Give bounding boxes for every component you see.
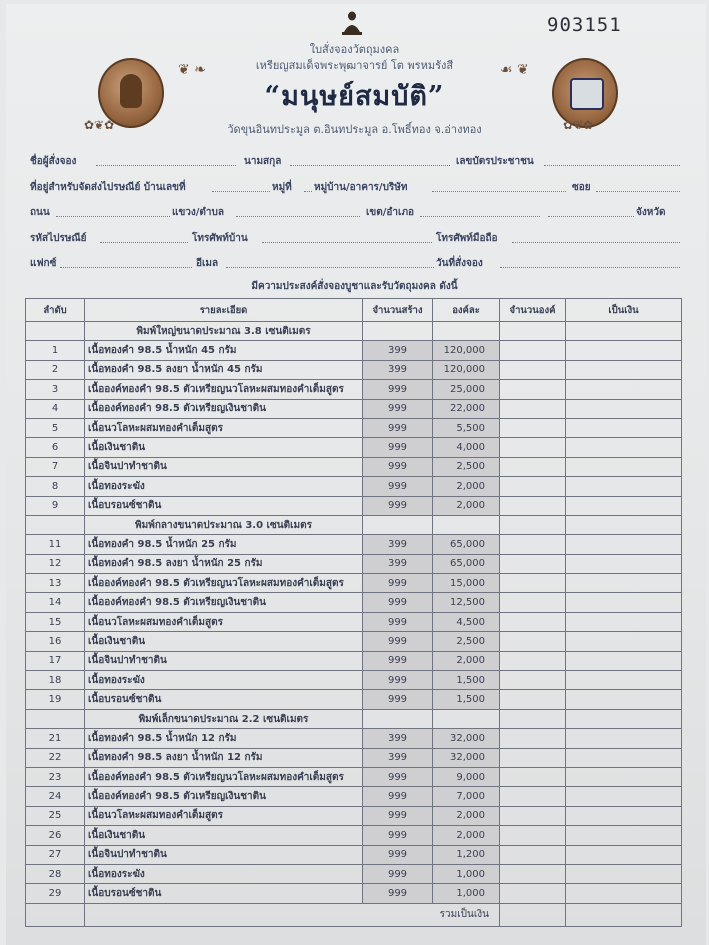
label-mobile-phone: โทรศัพท์มือถือ bbox=[436, 233, 498, 244]
amount-cell[interactable] bbox=[566, 767, 682, 786]
table-row bbox=[26, 399, 682, 418]
item-description: เนื้อทองระฆัง bbox=[85, 864, 363, 883]
table-header-row bbox=[26, 299, 682, 322]
item-quantity-made: 999 bbox=[363, 457, 433, 476]
section-empty-cell bbox=[363, 515, 433, 534]
table-row bbox=[26, 612, 682, 631]
item-description: เนื้อทองคำ 98.5 ลงยา น้ำหนัก 25 กรัม bbox=[85, 554, 363, 573]
item-number: 28 bbox=[26, 864, 85, 883]
section-title: พิมพ์ใหญ่ขนาดประมาณ 3.8 เซนติเมตร bbox=[85, 322, 363, 341]
table-row bbox=[26, 826, 682, 845]
order-count-cell[interactable] bbox=[500, 671, 566, 690]
label-village: หมู่บ้าน/อาคาร/บริษัท bbox=[314, 182, 408, 193]
item-unit-price: 4,500 bbox=[433, 612, 500, 631]
order-count-cell[interactable] bbox=[500, 806, 566, 825]
item-description: เนื้อองค์ทองคำ 98.5 ตัวเหรียญเงินชาติน bbox=[85, 787, 363, 806]
orderer-name-field[interactable] bbox=[96, 155, 236, 166]
label-fax: แฟกซ์ bbox=[30, 258, 57, 269]
item-description: เนื้อบรอนซ์ชาติน bbox=[85, 496, 363, 515]
item-unit-price: 2,000 bbox=[433, 826, 500, 845]
order-count-cell[interactable] bbox=[500, 380, 566, 399]
item-quantity-made: 999 bbox=[363, 826, 433, 845]
total-label: รวมเป็นเงิน bbox=[85, 903, 500, 926]
table-row bbox=[26, 632, 682, 651]
order-count-cell[interactable] bbox=[500, 457, 566, 476]
total-count-cell[interactable] bbox=[500, 903, 566, 926]
section-empty-cell bbox=[363, 709, 433, 728]
item-unit-price: 1,200 bbox=[433, 845, 500, 864]
header-quantity-made: จำนวนสร้าง bbox=[363, 299, 433, 322]
mobile-phone-field[interactable] bbox=[512, 232, 680, 243]
label-soi: ซอย bbox=[572, 182, 591, 193]
item-number: 4 bbox=[26, 399, 85, 418]
section-empty-cell bbox=[363, 322, 433, 341]
section-empty-cell bbox=[500, 515, 566, 534]
item-number: 23 bbox=[26, 767, 85, 786]
amount-cell[interactable] bbox=[566, 651, 682, 670]
amount-cell[interactable] bbox=[566, 438, 682, 457]
item-quantity-made: 999 bbox=[363, 477, 433, 496]
item-quantity-made: 999 bbox=[363, 806, 433, 825]
item-description: เนื้อทองคำ 98.5 น้ำหนัก 45 กรัม bbox=[85, 341, 363, 360]
table-row bbox=[26, 593, 682, 612]
item-number: 29 bbox=[26, 884, 85, 903]
table-row bbox=[26, 477, 682, 496]
item-unit-price: 32,000 bbox=[433, 748, 500, 767]
total-amount-cell[interactable] bbox=[566, 903, 682, 926]
amount-cell[interactable] bbox=[566, 612, 682, 631]
section-empty-cell bbox=[500, 322, 566, 341]
section-number-cell bbox=[26, 322, 85, 341]
order-count-cell[interactable] bbox=[500, 574, 566, 593]
item-quantity-made: 999 bbox=[363, 380, 433, 399]
form-heading: ใบสั่งจองวัตถุมงคล bbox=[309, 43, 400, 56]
item-number: 6 bbox=[26, 438, 85, 457]
item-number: 3 bbox=[26, 380, 85, 399]
order-count-cell[interactable] bbox=[500, 632, 566, 651]
item-description: เนื้อเงินชาติน bbox=[85, 438, 363, 457]
amount-cell[interactable] bbox=[566, 806, 682, 825]
order-count-cell[interactable] bbox=[500, 360, 566, 379]
table-row bbox=[26, 418, 682, 437]
item-description: เนื้อองค์ทองคำ 98.5 ตัวเหรียญนวโลหะผสมทองคำเต็มสูตร bbox=[85, 767, 363, 786]
item-quantity-made: 999 bbox=[363, 612, 433, 631]
order-count-cell[interactable] bbox=[500, 418, 566, 437]
table-row bbox=[26, 380, 682, 399]
item-unit-price: 120,000 bbox=[433, 360, 500, 379]
amount-cell[interactable] bbox=[566, 671, 682, 690]
item-number: 9 bbox=[26, 496, 85, 515]
item-unit-price: 65,000 bbox=[433, 554, 500, 573]
item-unit-price: 2,500 bbox=[433, 632, 500, 651]
order-count-cell[interactable] bbox=[500, 826, 566, 845]
order-count-cell[interactable] bbox=[500, 748, 566, 767]
order-count-cell[interactable] bbox=[500, 341, 566, 360]
road-field[interactable] bbox=[56, 206, 170, 217]
fax-field[interactable] bbox=[60, 257, 192, 268]
item-number: 8 bbox=[26, 477, 85, 496]
section-title: พิมพ์เล็กขนาดประมาณ 2.2 เซนติเมตร bbox=[85, 709, 363, 728]
item-description: เนื้อเงินชาติน bbox=[85, 826, 363, 845]
label-surname: นามสกุล bbox=[244, 156, 282, 167]
total-row bbox=[26, 903, 682, 926]
amount-cell[interactable] bbox=[566, 787, 682, 806]
item-quantity-made: 399 bbox=[363, 729, 433, 748]
label-home-phone: โทรศัพท์บ้าน bbox=[192, 233, 248, 244]
item-quantity-made: 399 bbox=[363, 748, 433, 767]
house-number-field[interactable] bbox=[212, 181, 270, 192]
item-quantity-made: 999 bbox=[363, 787, 433, 806]
item-unit-price: 65,000 bbox=[433, 535, 500, 554]
item-unit-price: 15,000 bbox=[433, 574, 500, 593]
section-empty-cell bbox=[566, 322, 682, 341]
amount-cell[interactable] bbox=[566, 399, 682, 418]
order-count-cell[interactable] bbox=[500, 884, 566, 903]
amount-cell[interactable] bbox=[566, 729, 682, 748]
section-header-row bbox=[26, 322, 682, 341]
item-description: เนื้อจินปาทำชาติน bbox=[85, 845, 363, 864]
surname-field[interactable] bbox=[290, 155, 450, 166]
amount-cell[interactable] bbox=[566, 593, 682, 612]
subdistrict-field[interactable] bbox=[236, 206, 360, 217]
section-number-cell bbox=[26, 515, 85, 534]
item-quantity-made: 999 bbox=[363, 593, 433, 612]
amount-cell[interactable] bbox=[566, 457, 682, 476]
order-count-cell[interactable] bbox=[500, 864, 566, 883]
item-description: เนื้อทองระฆัง bbox=[85, 671, 363, 690]
item-description: เนื้อองค์ทองคำ 98.5 ตัวเหรียญนวโลหะผสมทองคำเต็มสูตร bbox=[85, 380, 363, 399]
section-empty-cell bbox=[433, 515, 500, 534]
item-unit-price: 12,500 bbox=[433, 593, 500, 612]
item-description: เนื้อองค์ทองคำ 98.5 ตัวเหรียญเงินชาติน bbox=[85, 399, 363, 418]
table-row bbox=[26, 671, 682, 690]
postcode-field[interactable] bbox=[100, 232, 188, 243]
label-id-number: เลขบัตรประชาชน bbox=[456, 156, 534, 167]
id-number-field[interactable] bbox=[544, 155, 680, 166]
item-description: เนื้อองค์ทองคำ 98.5 ตัวเหรียญนวโลหะผสมทองคำเต็มสูตร bbox=[85, 574, 363, 593]
item-unit-price: 32,000 bbox=[433, 729, 500, 748]
section-empty-cell bbox=[433, 709, 500, 728]
email-field[interactable] bbox=[226, 257, 434, 268]
item-description: เนื้อเงินชาติน bbox=[85, 632, 363, 651]
item-description: เนื้อนวโลหะผสมทองคำเต็มสูตร bbox=[85, 418, 363, 437]
item-number: 21 bbox=[26, 729, 85, 748]
item-description: เนื้อบรอนซ์ชาติน bbox=[85, 690, 363, 709]
order-count-cell[interactable] bbox=[500, 496, 566, 515]
amount-cell[interactable] bbox=[566, 554, 682, 573]
table-row bbox=[26, 554, 682, 573]
item-description: เนื้อจินปาทำชาติน bbox=[85, 651, 363, 670]
item-number: 18 bbox=[26, 671, 85, 690]
table-row bbox=[26, 787, 682, 806]
total-empty-cell bbox=[26, 903, 85, 926]
amount-cell[interactable] bbox=[566, 341, 682, 360]
item-description: เนื้อบรอนซ์ชาติน bbox=[85, 884, 363, 903]
item-number: 16 bbox=[26, 632, 85, 651]
order-count-cell[interactable] bbox=[500, 399, 566, 418]
order-date-field[interactable] bbox=[500, 257, 680, 268]
item-unit-price: 25,000 bbox=[433, 380, 500, 399]
item-number: 1 bbox=[26, 341, 85, 360]
header-unit-price: องค์ละ bbox=[433, 299, 500, 322]
item-quantity-made: 999 bbox=[363, 632, 433, 651]
item-number: 11 bbox=[26, 535, 85, 554]
item-number: 7 bbox=[26, 457, 85, 476]
amount-cell[interactable] bbox=[566, 826, 682, 845]
order-count-cell[interactable] bbox=[500, 845, 566, 864]
amount-cell[interactable] bbox=[566, 748, 682, 767]
label-email: อีเมล bbox=[196, 258, 219, 269]
item-unit-price: 120,000 bbox=[433, 341, 500, 360]
province-field[interactable] bbox=[548, 206, 634, 217]
item-unit-price: 9,000 bbox=[433, 767, 500, 786]
item-quantity-made: 399 bbox=[363, 341, 433, 360]
table-row bbox=[26, 496, 682, 515]
flourish-right-icon: ☙ ❦ bbox=[500, 62, 529, 78]
item-number: 14 bbox=[26, 593, 85, 612]
item-unit-price: 2,000 bbox=[433, 651, 500, 670]
item-quantity-made: 999 bbox=[363, 496, 433, 515]
table-row bbox=[26, 845, 682, 864]
amount-cell[interactable] bbox=[566, 360, 682, 379]
table-row bbox=[26, 767, 682, 786]
district-field[interactable] bbox=[420, 206, 540, 217]
item-description: เนื้อองค์ทองคำ 98.5 ตัวเหรียญเงินชาติน bbox=[85, 593, 363, 612]
serial-number: 903151 bbox=[547, 14, 622, 36]
ornament-left-icon: ✿❦✿ bbox=[84, 118, 115, 132]
order-count-cell[interactable] bbox=[500, 767, 566, 786]
header-order-count: จำนวนองค์ bbox=[500, 299, 566, 322]
item-description: เนื้อนวโลหะผสมทองคำเต็มสูตร bbox=[85, 806, 363, 825]
table-row bbox=[26, 457, 682, 476]
item-number: 17 bbox=[26, 651, 85, 670]
item-description: เนื้อจินปาทำชาติน bbox=[85, 457, 363, 476]
amount-cell[interactable] bbox=[566, 864, 682, 883]
table-row bbox=[26, 806, 682, 825]
label-postcode: รหัสไปรษณีย์ bbox=[30, 233, 87, 244]
item-quantity-made: 399 bbox=[363, 535, 433, 554]
home-phone-field[interactable] bbox=[262, 232, 432, 243]
item-number: 2 bbox=[26, 360, 85, 379]
item-unit-price: 2,000 bbox=[433, 806, 500, 825]
item-quantity-made: 999 bbox=[363, 845, 433, 864]
medal-name: เหรียญสมเด็จพระพุฒาจารย์ โต พรหมรังสี bbox=[255, 59, 454, 72]
item-quantity-made: 399 bbox=[363, 360, 433, 379]
item-unit-price: 2,000 bbox=[433, 477, 500, 496]
item-quantity-made: 999 bbox=[363, 671, 433, 690]
order-count-cell[interactable] bbox=[500, 690, 566, 709]
label-district: เขต/อำเภอ bbox=[366, 207, 415, 218]
section-empty-cell bbox=[566, 709, 682, 728]
village-field[interactable] bbox=[432, 181, 566, 192]
item-quantity-made: 999 bbox=[363, 690, 433, 709]
item-quantity-made: 999 bbox=[363, 399, 433, 418]
label-province: จังหวัด bbox=[636, 207, 666, 218]
label-subdistrict: แขวง/ตำบล bbox=[172, 207, 225, 218]
amount-cell[interactable] bbox=[566, 884, 682, 903]
item-unit-price: 1,500 bbox=[433, 690, 500, 709]
item-unit-price: 4,000 bbox=[433, 438, 500, 457]
item-number: 22 bbox=[26, 748, 85, 767]
item-number: 24 bbox=[26, 787, 85, 806]
section-header-row bbox=[26, 515, 682, 534]
item-quantity-made: 999 bbox=[363, 767, 433, 786]
amount-cell[interactable] bbox=[566, 418, 682, 437]
table-row bbox=[26, 864, 682, 883]
order-count-cell[interactable] bbox=[500, 438, 566, 457]
label-orderer-name: ชื่อผู้สั่งจอง bbox=[30, 156, 77, 167]
label-house-number: ที่อยู่สำหรับจัดส่งไปรษณีย์ บ้านเลขที่ bbox=[30, 182, 186, 193]
item-description: เนื้อทองระฆัง bbox=[85, 477, 363, 496]
collection-title: “มนุษย์สมบัติ” bbox=[264, 81, 445, 112]
table-row bbox=[26, 360, 682, 379]
item-number: 27 bbox=[26, 845, 85, 864]
amount-cell[interactable] bbox=[566, 380, 682, 399]
label-moo: หมู่ที่ bbox=[272, 182, 292, 193]
item-number: 26 bbox=[26, 826, 85, 845]
amount-cell[interactable] bbox=[566, 535, 682, 554]
item-unit-price: 1,500 bbox=[433, 671, 500, 690]
item-quantity-made: 999 bbox=[363, 574, 433, 593]
flourish-left-icon: ❦ ❧ bbox=[178, 62, 206, 78]
order-count-cell[interactable] bbox=[500, 787, 566, 806]
item-number: 15 bbox=[26, 612, 85, 631]
order-count-cell[interactable] bbox=[500, 593, 566, 612]
item-description: เนื้อทองคำ 98.5 ลงยา น้ำหนัก 12 กรัม bbox=[85, 748, 363, 767]
temple-address: วัดขุนอินทประมูล ต.อินทประมูล อ.โพธิ์ทอง จ.อ่างทอง bbox=[227, 123, 482, 136]
item-quantity-made: 999 bbox=[363, 418, 433, 437]
item-unit-price: 2,500 bbox=[433, 457, 500, 476]
header-number: ลำดับ bbox=[26, 299, 85, 322]
amount-cell[interactable] bbox=[566, 477, 682, 496]
amount-cell[interactable] bbox=[566, 496, 682, 515]
amount-cell[interactable] bbox=[566, 690, 682, 709]
item-description: เนื้อทองคำ 98.5 ลงยา น้ำหนัก 45 กรัม bbox=[85, 360, 363, 379]
section-number-cell bbox=[26, 709, 85, 728]
item-description: เนื้อทองคำ 98.5 น้ำหนัก 12 กรัม bbox=[85, 729, 363, 748]
label-road: ถนน bbox=[30, 207, 50, 218]
amount-cell[interactable] bbox=[566, 845, 682, 864]
table-row bbox=[26, 884, 682, 903]
soi-field[interactable] bbox=[596, 181, 680, 192]
order-table bbox=[25, 298, 682, 927]
table-row bbox=[26, 341, 682, 360]
order-count-cell[interactable] bbox=[500, 554, 566, 573]
amount-cell[interactable] bbox=[566, 574, 682, 593]
item-number: 12 bbox=[26, 554, 85, 573]
section-header-row bbox=[26, 709, 682, 728]
order-caption: มีความประสงค์สั่งจองบูชาและรับวัตถุมงคล ดังนี้ bbox=[251, 281, 458, 292]
item-unit-price: 22,000 bbox=[433, 399, 500, 418]
table-row bbox=[26, 729, 682, 748]
ornament-right-icon: ✿❦✿ bbox=[563, 118, 594, 132]
table-row bbox=[26, 748, 682, 767]
item-number: 5 bbox=[26, 418, 85, 437]
order-count-cell[interactable] bbox=[500, 477, 566, 496]
item-unit-price: 1,000 bbox=[433, 884, 500, 903]
section-empty-cell bbox=[500, 709, 566, 728]
header-amount: เป็นเงิน bbox=[566, 299, 682, 322]
section-empty-cell bbox=[433, 322, 500, 341]
item-number: 13 bbox=[26, 574, 85, 593]
table-row bbox=[26, 438, 682, 457]
table-row bbox=[26, 535, 682, 554]
section-empty-cell bbox=[566, 515, 682, 534]
item-number: 25 bbox=[26, 806, 85, 825]
item-quantity-made: 399 bbox=[363, 554, 433, 573]
table-row bbox=[26, 574, 682, 593]
item-quantity-made: 999 bbox=[363, 651, 433, 670]
item-quantity-made: 999 bbox=[363, 864, 433, 883]
item-quantity-made: 999 bbox=[363, 884, 433, 903]
header-details: รายละเอียด bbox=[85, 299, 363, 322]
amount-cell[interactable] bbox=[566, 632, 682, 651]
order-count-cell[interactable] bbox=[500, 729, 566, 748]
section-title: พิมพ์กลางขนาดประมาณ 3.0 เซนติเมตร bbox=[85, 515, 363, 534]
item-description: เนื้อทองคำ 98.5 น้ำหนัก 25 กรัม bbox=[85, 535, 363, 554]
order-count-cell[interactable] bbox=[500, 651, 566, 670]
item-description: เนื้อนวโลหะผสมทองคำเต็มสูตร bbox=[85, 612, 363, 631]
order-count-cell[interactable] bbox=[500, 612, 566, 631]
label-order-date: วันที่สั่งจอง bbox=[436, 258, 483, 269]
table-row bbox=[26, 690, 682, 709]
item-unit-price: 2,000 bbox=[433, 496, 500, 515]
item-number: 19 bbox=[26, 690, 85, 709]
item-unit-price: 1,000 bbox=[433, 864, 500, 883]
moo-field[interactable] bbox=[304, 181, 312, 192]
order-count-cell[interactable] bbox=[500, 535, 566, 554]
item-unit-price: 5,500 bbox=[433, 418, 500, 437]
item-quantity-made: 999 bbox=[363, 438, 433, 457]
table-row bbox=[26, 651, 682, 670]
item-unit-price: 7,000 bbox=[433, 787, 500, 806]
monk-statue-icon bbox=[340, 8, 364, 36]
